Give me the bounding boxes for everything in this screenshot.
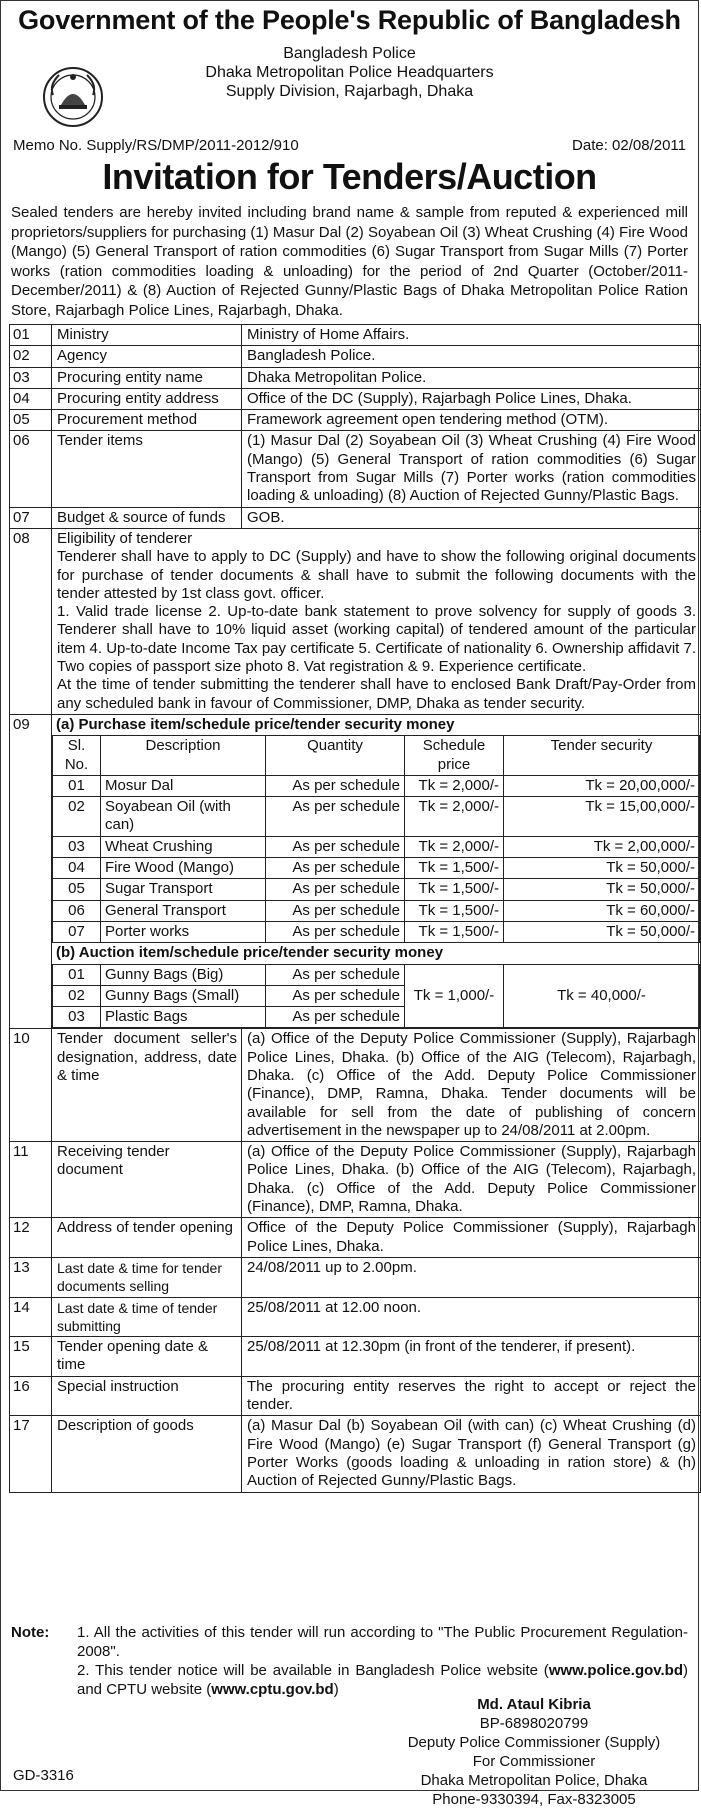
item-quantity: As per schedule	[266, 879, 405, 900]
table-row	[10, 346, 701, 367]
table-row-schedule	[10, 714, 701, 1028]
item-price: Tk = 2,000/-	[405, 775, 504, 796]
row-label: Procuring entity name	[52, 367, 242, 388]
government-title: Government of the People's Republic of Bangladesh	[18, 5, 681, 35]
row-label: Receiving tender document	[52, 1142, 242, 1218]
police-website-link[interactable]: www.police.gov.bd	[548, 1662, 683, 1679]
item-sl: 01	[53, 964, 101, 985]
note-item	[77, 1661, 688, 1699]
row-label: Address of tender opening	[52, 1218, 242, 1258]
auction-tender-security: Tk = 40,000/-	[504, 964, 700, 1028]
eligibility-documents: 1. Valid trade license 2. Up-to-date bank statement to prove solvency for supply of goods 3. Tenderer shall have to 10% liquid asset (working capital) of tendered amount of the particular item 4. Up-to-date Income Tax pay certificate 5. Certificate of nationality 6. Ownership affidavit 7. Two copies of passport size photo 8. Vat registration & 9. Experience certificate.	[57, 603, 696, 676]
row-label: Tender items	[52, 431, 242, 507]
item-sl: 03	[53, 1007, 101, 1028]
item-description: Porter works	[101, 921, 266, 942]
note-item: 1. All the activities of this tender will run according to "The Public Procurement Regulation-2008".	[77, 1624, 688, 1660]
row-label: Description of goods	[52, 1416, 242, 1492]
row-value: Bangladesh Police.	[242, 346, 701, 367]
note-label: Note:	[11, 1624, 50, 1641]
purchase-table	[52, 735, 700, 943]
row-value: 24/08/2011 up to 2.00pm.	[242, 1257, 701, 1297]
row-number: 13	[10, 1257, 52, 1297]
item-sl: 01	[53, 775, 101, 796]
table-row	[10, 1029, 701, 1142]
schedule-cell	[52, 714, 701, 1028]
header-headquarters: Dhaka Metropolitan Police Headquarters	[205, 64, 494, 81]
item-security: Tk = 15,00,000/-	[504, 797, 700, 837]
auction-table	[52, 964, 700, 1029]
row-number: 09	[10, 714, 52, 1028]
row-number: 17	[10, 1416, 52, 1492]
table-row	[10, 1297, 701, 1337]
row-value: 25/08/2011 at 12.30pm (in front of the tenderer, if present).	[242, 1337, 701, 1377]
table-row	[10, 410, 701, 431]
item-sl: 02	[53, 797, 101, 837]
item-description: Gunny Bags (Big)	[101, 964, 266, 985]
row-value: (a) Office of the Deputy Police Commissioner (Supply), Rajarbagh Police Lines, Dhaka. (b) Office of the AIG (Telecom), Rajarbagh, Dhaka. (c) Office of the Add. Deputy Police Commissioner (Finance), DMP, Ramna, Dhaka. Tender documents will be available for sell from the date of publishing of concern advertisement in the newspaper up to 24/08/2011 at 2.00pm.	[242, 1029, 701, 1142]
row-number: 01	[10, 325, 52, 346]
item-price: Tk = 1,500/-	[405, 858, 504, 879]
row-number: 14	[10, 1297, 52, 1337]
table-row	[10, 1257, 701, 1297]
item-sl: 02	[53, 985, 101, 1006]
eligibility-text: Tenderer shall have to apply to DC (Supply) and have to show the following original documents for purchase of tender documents & shall have to submit the following documents with the tender attested by 1st class govt. officer.	[57, 548, 696, 602]
row-value: (1) Masur Dal (2) Soyabean Oil (3) Wheat Crushing (4) Fire Wood (Mango) (5) General Transport of ration commodities (6) Sugar Transport from Sugar Mills (7) Porter works (ration commodities loading & unloading) (8) Auction of Rejected Gunny/Plastic Bags.	[242, 431, 701, 507]
table-row	[10, 1218, 701, 1258]
item-description: Mosur Dal	[101, 775, 266, 796]
item-description: General Transport	[101, 900, 266, 921]
eligibility-security: At the time of tender submitting the tenderer shall have to enclosed Bank Draft/Pay-Order from any scheduled bank in favour of Commissioner, DMP, Dhaka as tender security.	[57, 676, 696, 712]
item-sl: 04	[53, 858, 101, 879]
row-number: 16	[10, 1376, 52, 1416]
note-text: )	[333, 1681, 339, 1698]
item-sl: 03	[53, 836, 101, 857]
item-price: Tk = 1,500/-	[405, 921, 504, 942]
table-row	[10, 1416, 701, 1492]
col-header-description: Description	[101, 736, 266, 776]
row-label: Ministry	[52, 325, 242, 346]
gd-number: GD-3316	[13, 1767, 74, 1784]
memo-number: Memo No. Supply/RS/DMP/2011-2012/910	[13, 137, 299, 154]
row-label: Last date & time of tender submitting	[52, 1297, 242, 1337]
row-label: Tender document seller's designation, address, date & time	[52, 1029, 242, 1142]
col-header-schedule-price: Schedule price	[405, 736, 504, 776]
item-security: Tk = 60,000/-	[504, 900, 700, 921]
item-security: Tk = 50,000/-	[504, 921, 700, 942]
row-number: 06	[10, 431, 52, 507]
signatory-designation: Deputy Police Commissioner (Supply)	[407, 1734, 661, 1751]
table-row	[10, 431, 701, 507]
item-security: Tk = 50,000/-	[504, 858, 700, 879]
signature-block	[384, 1695, 684, 1809]
item-description: Sugar Transport	[101, 879, 266, 900]
row-value: Dhaka Metropolitan Police.	[242, 367, 701, 388]
item-sl: 07	[53, 921, 101, 942]
row-number: 12	[10, 1218, 52, 1258]
item-quantity: As per schedule	[266, 985, 405, 1006]
row-label: Budget & source of funds	[52, 507, 242, 528]
item-quantity: As per schedule	[266, 797, 405, 837]
table-row-eligibility	[10, 528, 701, 714]
table-row	[53, 900, 700, 921]
row-label: Procurement method	[52, 410, 242, 431]
row-label: Tender opening date & time	[52, 1337, 242, 1377]
page-title: Invitation for Tenders/Auction	[102, 156, 597, 197]
item-sl: 05	[53, 879, 101, 900]
row-number: 11	[10, 1142, 52, 1218]
cptu-website-link[interactable]: www.cptu.gov.bd	[211, 1681, 334, 1698]
col-header-quantity: Quantity	[266, 736, 405, 776]
row-value: Framework agreement open tendering method (OTM).	[242, 410, 701, 431]
item-price: Tk = 2,000/-	[405, 797, 504, 837]
table-row	[53, 879, 700, 900]
row-number: 15	[10, 1337, 52, 1377]
row-value: (a) Office of the Deputy Police Commissioner (Supply), Rajarbagh Police Lines, Dhaka. (b) Office of the AIG (Telecom), Rajarbagh, Dhaka. (c) Office of the Add. Deputy Police Commissioner (Finance), DMP, Ramna, Dhaka.	[242, 1142, 701, 1218]
eligibility-cell	[52, 528, 701, 714]
table-row	[53, 836, 700, 857]
row-label: Last date & time for tender documents selling	[52, 1257, 242, 1297]
table-row	[10, 388, 701, 409]
item-price: Tk = 1,500/-	[405, 879, 504, 900]
note-text: ) and CPTU website (	[77, 1662, 688, 1698]
row-number: 08	[10, 528, 52, 714]
item-description: Plastic Bags	[101, 1007, 266, 1028]
auction-section-title: (b) Auction item/schedule price/tender security money	[56, 944, 444, 962]
col-header-sl: Sl. No.	[53, 736, 101, 776]
row-number: 05	[10, 410, 52, 431]
signatory-org: Dhaka Metropolitan Police, Dhaka	[420, 1772, 648, 1789]
memo-date: Date: 02/08/2011	[572, 137, 686, 154]
item-security: Tk = 20,00,000/-	[504, 775, 700, 796]
row-label: Agency	[52, 346, 242, 367]
table-row	[10, 507, 701, 528]
row-value: GOB.	[242, 507, 701, 528]
item-quantity: As per schedule	[266, 900, 405, 921]
header-agency: Bangladesh Police	[283, 45, 416, 62]
row-label: Procuring entity address	[52, 388, 242, 409]
signatory-name: Md. Ataul Kibria	[477, 1696, 591, 1713]
item-quantity: As per schedule	[266, 921, 405, 942]
row-number: 03	[10, 367, 52, 388]
signatory-for: For Commissioner	[472, 1753, 596, 1770]
auction-schedule-price: Tk = 1,000/-	[405, 964, 504, 1028]
intro-paragraph: Sealed tenders are hereby invited including brand name & sample from reputed & experienced mill proprietors/suppliers for purchasing (1) Masur Dal (2) Soyabean Oil (3) Wheat Crushing (4) Fire Wood (Mango) (5) General Transport of ration commodities (6) Sugar Transport from Sugar Mills (7) Porter works (ration commodities loading & unloading) for the period of 2nd Quarter (October/2011-December/2011) & (8) Auction of Rejected Gunny/Plastic Bags of Dhaka Metropolitan Police Ration Store, Rajarbagh Police Lines, Rajarbagh, Dhaka.	[11, 204, 688, 319]
table-row	[53, 921, 700, 942]
col-header-tender-security: Tender security	[504, 736, 700, 776]
item-description: Wheat Crushing	[101, 836, 266, 857]
table-row	[53, 797, 700, 837]
item-security: Tk = 50,000/-	[504, 879, 700, 900]
table-row	[10, 1376, 701, 1416]
row-value: Office of the DC (Supply), Rajarbagh Police Lines, Dhaka.	[242, 388, 701, 409]
memo-row	[13, 137, 686, 154]
row-number: 04	[10, 388, 52, 409]
purchase-section-title: (a) Purchase item/schedule price/tender security money	[56, 715, 455, 733]
item-description: Soyabean Oil (with can)	[101, 797, 266, 837]
signatory-contact: Phone-9330394, Fax-8323005	[432, 1791, 636, 1808]
item-quantity: As per schedule	[266, 775, 405, 796]
item-price: Tk = 2,000/-	[405, 836, 504, 857]
row-number: 10	[10, 1029, 52, 1142]
table-row	[53, 964, 700, 985]
row-number: 07	[10, 507, 52, 528]
item-description: Gunny Bags (Small)	[101, 985, 266, 1006]
eligibility-title: Eligibility of tenderer	[57, 529, 193, 547]
row-number: 02	[10, 346, 52, 367]
row-value: 25/08/2011 at 12.00 noon.	[242, 1297, 701, 1337]
row-value: The procuring entity reserves the right to accept or reject the tender.	[242, 1376, 701, 1416]
table-header-row	[53, 736, 700, 776]
row-value: Ministry of Home Affairs.	[242, 325, 701, 346]
row-label: Special instruction	[52, 1376, 242, 1416]
signatory-bp: BP-6898020799	[479, 1715, 589, 1732]
header-division: Supply Division, Rajarbagh, Dhaka	[225, 83, 474, 100]
item-quantity: As per schedule	[266, 964, 405, 985]
row-value: (a) Masur Dal (b) Soyabean Oil (with can) (c) Wheat Crushing (d) Fire Wood (Mango) (e) Sugar Transport (f) General Transport (g) Porter Works (goods loading & unloading in ration store) & (h) Auction of Rejected Gunny/Plastic Bags.	[242, 1416, 701, 1492]
tender-details-table	[9, 324, 701, 1493]
item-quantity: As per schedule	[266, 1007, 405, 1028]
item-price: Tk = 1,500/-	[405, 900, 504, 921]
item-security: Tk = 2,00,000/-	[504, 836, 700, 857]
table-row	[10, 367, 701, 388]
table-row	[10, 1337, 701, 1377]
item-quantity: As per schedule	[266, 858, 405, 879]
notes-section	[11, 1623, 688, 1699]
table-row	[53, 775, 700, 796]
item-description: Fire Wood (Mango)	[101, 858, 266, 879]
item-quantity: As per schedule	[266, 836, 405, 857]
note-text: 2. This tender notice will be available in Bangladesh Police website (	[77, 1662, 549, 1679]
table-row	[10, 325, 701, 346]
row-value: Office of the Deputy Police Commissioner (Supply), Rajarbagh Police Lines, Dhaka.	[242, 1218, 701, 1258]
table-row	[53, 858, 700, 879]
item-sl: 06	[53, 900, 101, 921]
table-row	[10, 1142, 701, 1218]
